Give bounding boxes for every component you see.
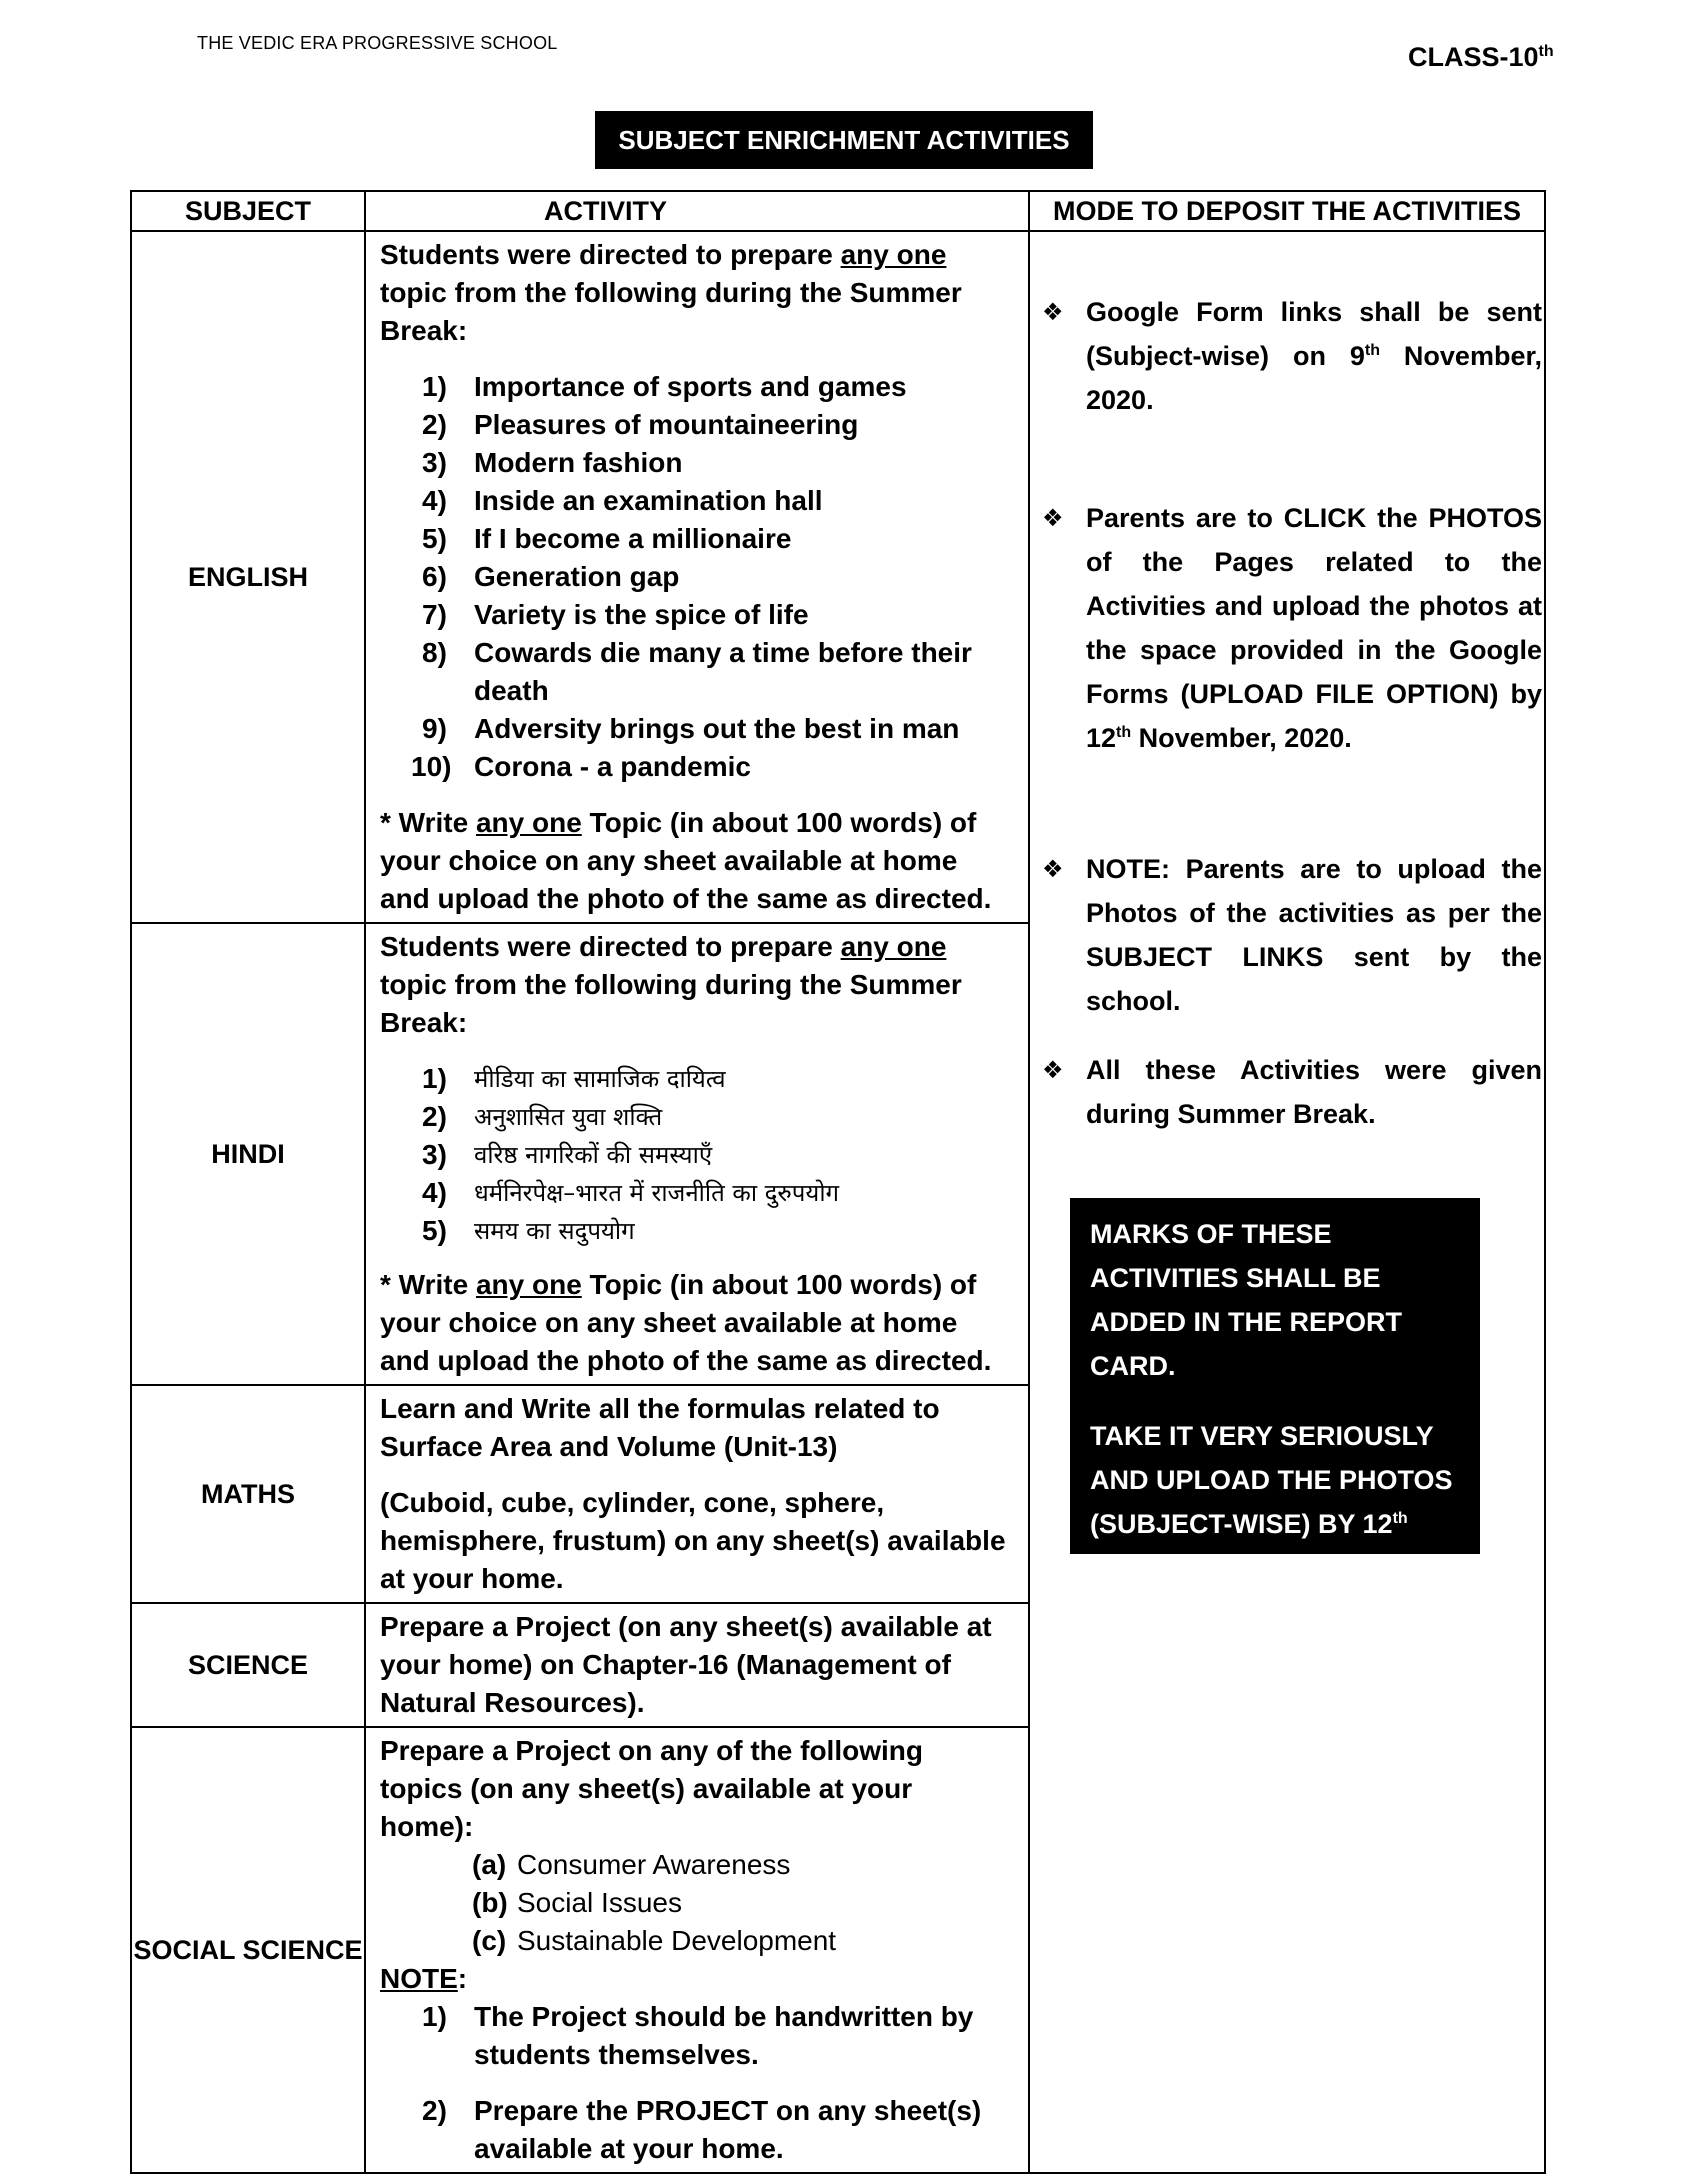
activity-science: [365, 1603, 1029, 1727]
bullet-text-a: Parents are to CLICK the PHOTOS of the Pages related to the Activities and upload the photos at the space provided in the Google Forms (UPLOAD FILE OPTION) by 12: [1086, 503, 1542, 753]
list-number: 1): [422, 1063, 447, 1094]
bullet-diamond-icon: ❖: [1042, 855, 1064, 883]
header-activity: ACTIVITY: [365, 191, 1029, 231]
list-item: [380, 558, 1012, 596]
notice-sup: th: [1392, 1510, 1408, 1527]
mode-bullet-note: [1042, 847, 1542, 1023]
hindi-intro-underline: any one: [840, 931, 947, 962]
list-text: If I become a millionaire: [474, 523, 792, 554]
list-number: 4): [422, 1177, 447, 1208]
bullet-text-a: Google Form links shall be sent (Subject-wise) on 9: [1086, 297, 1542, 371]
social-notes-list: [380, 1998, 1012, 2168]
list-text: Pleasures of mountaineering: [474, 409, 859, 440]
list-item: [380, 444, 1012, 482]
list-item: [380, 406, 1012, 444]
list-item: [380, 1136, 1012, 1174]
list-text: समय का सदुपयोग: [474, 1217, 635, 1245]
list-number: 6): [422, 561, 447, 592]
list-number: 8): [422, 637, 447, 668]
hindi-topic-list: [380, 1060, 1012, 1250]
maths-line1: Learn and Write all the formulas related to Surface Area and Volume (Unit-13): [380, 1393, 940, 1462]
english-note-underline: any one: [475, 807, 582, 838]
notice-text-b: NOVEMBER, 2020.: [1090, 1553, 1329, 1583]
list-text: अनुशासित युवा शक्ति: [474, 1103, 663, 1131]
list-item: [380, 748, 1012, 786]
list-item: [380, 1884, 1012, 1922]
list-text: Social Issues: [517, 1887, 682, 1918]
social-note-label: [380, 1960, 1012, 1998]
subject-hindi: HINDI: [131, 923, 365, 1385]
list-number: 2): [422, 1101, 447, 1132]
english-topic-list: [380, 368, 1012, 786]
hindi-intro-b: topic from the following during the Summer Break:: [380, 969, 962, 1038]
science-text: Prepare a Project (on any sheet(s) available at your home) on Chapter-16 (Management of Natural Resources).: [380, 1611, 992, 1718]
list-number: 5): [422, 523, 447, 554]
note-colon: :: [457, 1963, 468, 1994]
bullet-text-b: November, 2020.: [1131, 723, 1352, 753]
bullet-text: [1086, 290, 1542, 422]
notice-text-deadline: [1090, 1414, 1460, 1590]
mode-bullet-upload: [1042, 496, 1542, 760]
list-text: Variety is the spice of life: [474, 599, 809, 630]
list-text: The Project should be handwritten by students themselves.: [474, 2001, 974, 2070]
subject-english: ENGLISH: [131, 231, 365, 923]
list-text: धर्मनिरपेक्ष–भारत में राजनीति का दुरुपयोग: [474, 1179, 840, 1207]
class-label: [1408, 42, 1554, 73]
english-intro-underline: any one: [840, 239, 947, 270]
marks-notice-box: [1070, 1198, 1480, 1583]
list-item: [380, 634, 1012, 710]
list-number: (b): [472, 1887, 508, 1918]
list-item: [380, 1174, 1012, 1212]
list-item: [380, 1060, 1012, 1098]
mode-cell: [1029, 231, 1545, 2173]
header-subject: SUBJECT: [131, 191, 365, 231]
list-text: Adversity brings out the best in man: [474, 713, 960, 744]
list-item: [380, 482, 1012, 520]
list-text: Prepare the PROJECT on any sheet(s) available at your home.: [474, 2095, 982, 2164]
social-intro: Prepare a Project on any of the following topics (on any sheet(s) available at your home):: [380, 1735, 923, 1842]
activities-table: [130, 190, 1546, 2174]
activity-hindi: [365, 923, 1029, 1385]
hindi-note-underline: any one: [475, 1269, 582, 1300]
list-text: Cowards die many a time before their death: [474, 637, 972, 706]
list-item: [380, 368, 1012, 406]
list-number: 2): [422, 2095, 447, 2126]
table-row-english: [131, 231, 1545, 923]
list-text: Importance of sports and games: [474, 371, 907, 402]
list-number: 1): [422, 2001, 447, 2032]
list-number: 9): [422, 713, 447, 744]
bullet-text: NOTE: Parents are to upload the Photos of the activities as per the SUBJECT LINKS sent by the school.: [1086, 854, 1542, 1016]
list-number: 1): [422, 371, 447, 402]
list-number: 5): [422, 1215, 447, 1246]
list-number: 3): [422, 447, 447, 478]
english-note: [380, 804, 1012, 918]
english-note-b: Topic (in about 100 words) of your choice on any sheet available at home and upload the photo of the same as directed.: [380, 807, 992, 914]
activity-social-science: [365, 1727, 1029, 2173]
list-item: [380, 1998, 1012, 2074]
english-intro: [380, 236, 1012, 350]
hindi-intro: [380, 928, 1012, 1042]
bullet-text: [1086, 496, 1542, 760]
list-text: Generation gap: [474, 561, 680, 592]
list-number: 2): [422, 409, 447, 440]
hindi-intro-a: Students were directed to prepare: [380, 931, 841, 962]
list-text: Sustainable Development: [517, 1925, 837, 1956]
bullet-diamond-icon: ❖: [1042, 504, 1064, 532]
list-number: (a): [472, 1849, 507, 1880]
maths-line2: (Cuboid, cube, cylinder, cone, sphere, hemisphere, frustum) on any sheet(s) available at your home.: [380, 1487, 1006, 1594]
list-item: [380, 1922, 1012, 1960]
subject-science: SCIENCE: [131, 1603, 365, 1727]
list-text: वरिष्ठ नागरिकों की समस्याएँ: [474, 1141, 713, 1169]
class-superscript: th: [1538, 43, 1554, 60]
list-text: Modern fashion: [474, 447, 683, 478]
subject-maths: MATHS: [131, 1385, 365, 1603]
english-note-a: * Write: [380, 807, 476, 838]
mode-bullet-google-form: [1042, 290, 1542, 422]
table-header-row: [131, 191, 1545, 231]
list-number: 7): [422, 599, 447, 630]
notice-text-marks: MARKS OF THESE ACTIVITIES SHALL BE ADDED IN THE REPORT CARD.: [1090, 1219, 1403, 1381]
list-item: [380, 2092, 1012, 2168]
note-label: NOTE: [380, 1963, 458, 1994]
list-text: Corona - a pandemic: [474, 751, 751, 782]
bullet-sup: th: [1116, 724, 1132, 741]
school-name: THE VEDIC ERA PROGRESSIVE SCHOOL: [197, 33, 558, 53]
bullet-diamond-icon: ❖: [1042, 1056, 1064, 1084]
social-options-list: [380, 1846, 1012, 1960]
list-text: मीडिया का सामाजिक दायित्व: [474, 1065, 726, 1093]
list-item: [380, 1846, 1012, 1884]
list-number: 10): [411, 751, 452, 782]
list-item: [380, 1212, 1012, 1250]
hindi-note-b: Topic (in about 100 words) of your choice on any sheet available at home and upload the photo of the same as directed.: [380, 1269, 992, 1376]
hindi-note: [380, 1266, 1012, 1380]
hindi-note-a: * Write: [380, 1269, 476, 1300]
bullet-text: All these Activities were given during Summer Break.: [1086, 1055, 1542, 1129]
list-number: 3): [422, 1139, 447, 1170]
subject-social-science: SOCIAL SCIENCE: [131, 1727, 365, 2173]
list-number: (c): [472, 1925, 507, 1956]
bullet-text-b: November, 2020.: [1086, 341, 1542, 415]
header-mode: MODE TO DEPOSIT THE ACTIVITIES: [1029, 191, 1545, 231]
list-item: [380, 520, 1012, 558]
page-title: SUBJECT ENRICHMENT ACTIVITIES: [595, 111, 1093, 169]
list-item: [380, 1098, 1012, 1136]
activity-english: [365, 231, 1029, 923]
list-text: Inside an examination hall: [474, 485, 823, 516]
list-text: Consumer Awareness: [517, 1849, 791, 1880]
english-intro-a: Students were directed to prepare: [380, 239, 841, 270]
list-item: [380, 596, 1012, 634]
mode-bullet-summer: [1042, 1048, 1542, 1136]
bullet-sup: th: [1364, 342, 1380, 359]
bullet-diamond-icon: ❖: [1042, 298, 1064, 326]
list-item: [380, 710, 1012, 748]
activity-maths: [365, 1385, 1029, 1603]
class-text: CLASS-10: [1408, 42, 1539, 72]
notice-text-a: TAKE IT VERY SERIOUSLY AND UPLOAD THE PHOTOS (SUBJECT-WISE) BY 12: [1090, 1421, 1453, 1539]
english-intro-b: topic from the following during the Summer Break:: [380, 277, 962, 346]
list-number: 4): [422, 485, 447, 516]
